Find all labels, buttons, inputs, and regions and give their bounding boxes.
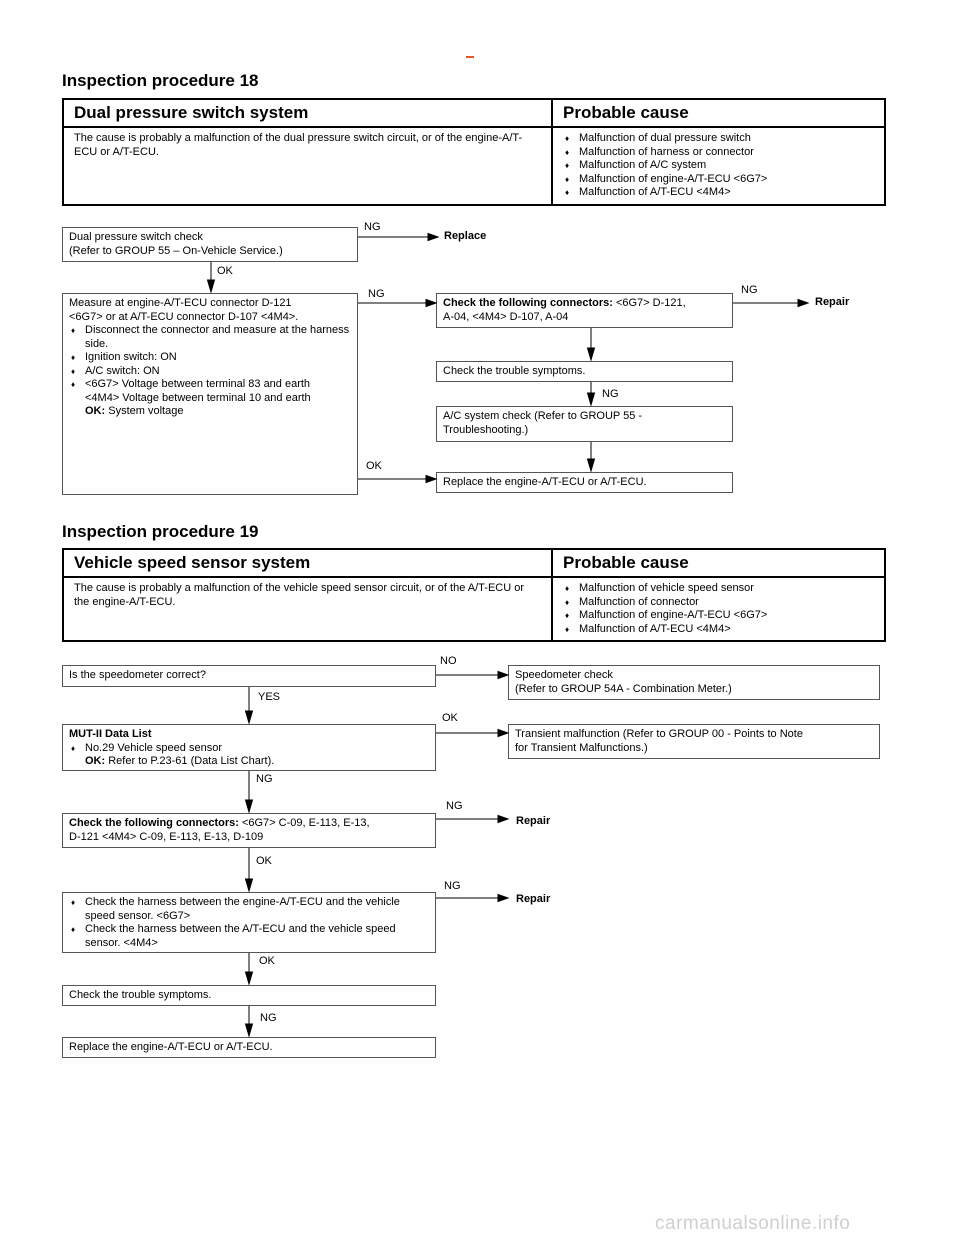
proc19-step1-yes-label: YES (258, 691, 281, 703)
step-text: <6G7> C-09, E-113, E-13, (238, 817, 370, 829)
proc18-system-header: Dual pressure switch system (63, 99, 552, 127)
proc18-heading: Inspection procedure 18 (62, 71, 259, 90)
proc19-step3-ok-label: OK (256, 855, 272, 867)
arrowhead (246, 972, 253, 984)
proc18-description: The cause is probably a malfunction of the dual pressure switch circuit, or of the engine-A/T-ECU or A/T-ECU. (63, 127, 552, 205)
step-text: A/C system check (Refer to GROUP 55 - (443, 410, 643, 422)
proc18-trouble-ng-label: NG (602, 388, 619, 400)
step-text: Troubleshooting.) (443, 423, 529, 436)
arrowhead (498, 730, 508, 737)
proc19-step2-ng-label: NG (256, 773, 273, 785)
proc18-step2-ng-label: NG (368, 288, 385, 300)
ok-value: System voltage (108, 405, 184, 417)
ok-value: Refer to P.23-61 (Data List Chart). (108, 755, 275, 767)
cause-item: ♦ Malfunction of A/T-ECU <4M4> (563, 623, 874, 637)
proc18-repair-result: Repair (815, 296, 850, 308)
proc18-replace-result: Replace (444, 230, 487, 242)
proc18-replace-ecu-box: Replace the engine-A/T-ECU or A/T-ECU. (436, 472, 733, 493)
arrowhead (498, 672, 508, 679)
step-text: Speedometer check (515, 669, 613, 681)
step-bullet: ♦ Check the harness between the engine-A/T-ECU and the vehicle speed sensor. <6G7> (69, 896, 429, 923)
arrowhead (208, 280, 215, 292)
connector-label: Check the following connectors: (443, 297, 613, 309)
arrowhead (426, 476, 436, 483)
arrowhead (498, 816, 508, 823)
arrowhead (426, 300, 436, 307)
arrowhead (588, 348, 595, 360)
proc18-conn-ng-label: NG (741, 284, 758, 296)
step-text: Measure at engine-A/T-ECU connector D-121 (69, 297, 292, 309)
arrowhead (246, 1024, 253, 1036)
cause-item: ♦ Malfunction of engine-A/T-ECU <6G7> (563, 173, 874, 187)
step-text: <6G7> D-121, (612, 297, 686, 309)
proc19-step5-box: Check the trouble symptoms. (62, 985, 436, 1006)
step-bullet: ♦ Ignition switch: ON (69, 351, 351, 365)
cause-item: ♦ Malfunction of vehicle speed sensor (563, 582, 874, 596)
ok-label: OK: (85, 405, 106, 417)
proc19-step4-ng-label: NG (444, 880, 461, 892)
arrowhead (498, 895, 508, 902)
step-text: Dual pressure switch check (69, 231, 203, 243)
arrowhead (798, 300, 808, 307)
step-bullet: ♦ Check the harness between the A/T-ECU and the vehicle speed sensor. <4M4> (69, 923, 429, 950)
cause-item: ♦ Malfunction of A/T-ECU <4M4> (563, 186, 874, 200)
proc19-step2-ok-label: OK (442, 712, 458, 724)
proc19-step4-repair: Repair (516, 893, 551, 905)
step-text: D-121 <4M4> C-09, E-113, E-13, D-109 (69, 830, 264, 843)
step-bullet: ♦ Disconnect the connector and measure at the harness side. (69, 324, 351, 351)
arrowhead (428, 234, 438, 241)
proc18-trouble-box: Check the trouble symptoms. (436, 361, 733, 382)
proc19-step6-box: Replace the engine-A/T-ECU or A/T-ECU. (62, 1037, 436, 1058)
step-text: (Refer to GROUP 55 – On-Vehicle Service.) (69, 244, 283, 257)
step-text: (Refer to GROUP 54A - Combination Meter.) (515, 682, 732, 695)
proc19-step5-ng-label: NG (260, 1012, 277, 1024)
proc19-step1-box: Is the speedometer correct? (62, 665, 436, 687)
step-text: for Transient Malfunctions.) (515, 741, 648, 754)
proc19-step3-repair: Repair (516, 815, 551, 827)
arrowhead (246, 711, 253, 723)
cause-item: ♦ Malfunction of connector (563, 596, 874, 610)
arrowhead (588, 393, 595, 405)
proc18-step1-ng-label: NG (364, 221, 381, 233)
connector-label: Check the following connectors: (69, 817, 239, 829)
ok-label: OK: (85, 755, 106, 767)
step-text: A-04, <4M4> D-107, A-04 (443, 310, 569, 323)
proc19-cause-header: Probable cause (552, 549, 885, 577)
arrowhead (246, 879, 253, 891)
cause-item: ♦ Malfunction of dual pressure switch (563, 132, 874, 146)
step-bullet: ♦ <6G7> Voltage between terminal 83 and earth (69, 378, 351, 392)
proc19-step4-ok-label: OK (259, 955, 275, 967)
proc19-heading: Inspection procedure 19 (62, 522, 259, 541)
proc19-step3-ng-label: NG (446, 800, 463, 812)
cause-item: ♦ Malfunction of A/C system (563, 159, 874, 173)
step-bullet: ♦ A/C switch: ON (69, 365, 351, 379)
step-text: <6G7> or at A/T-ECU connector D-107 <4M4>. (69, 310, 299, 323)
proc18-step1-ok-label: OK (217, 265, 233, 277)
arrowhead (246, 800, 253, 812)
proc18-step2-ok-label: OK (366, 460, 382, 472)
proc19-system-header: Vehicle speed sensor system (63, 549, 552, 577)
mut-title: MUT-II Data List (69, 728, 152, 740)
cause-item: ♦ Malfunction of engine-A/T-ECU <6G7> (563, 609, 874, 623)
step-bullet: ♦ No.29 Vehicle speed sensor (69, 742, 429, 756)
watermark: carmanualsonline.info (655, 1213, 851, 1234)
step-text: <4M4> Voltage between terminal 10 and earth (85, 391, 311, 404)
step-text: Transient malfunction (Refer to GROUP 00 - Points to Note (515, 728, 803, 740)
arrowhead (588, 459, 595, 471)
proc18-cause-header: Probable cause (552, 99, 885, 127)
cause-item: ♦ Malfunction of harness or connector (563, 146, 874, 160)
proc19-description: The cause is probably a malfunction of the vehicle speed sensor circuit, or of the A/T-ECU or the engine-A/T-ECU. (63, 577, 552, 641)
proc19-step1-no-label: NO (440, 655, 457, 667)
